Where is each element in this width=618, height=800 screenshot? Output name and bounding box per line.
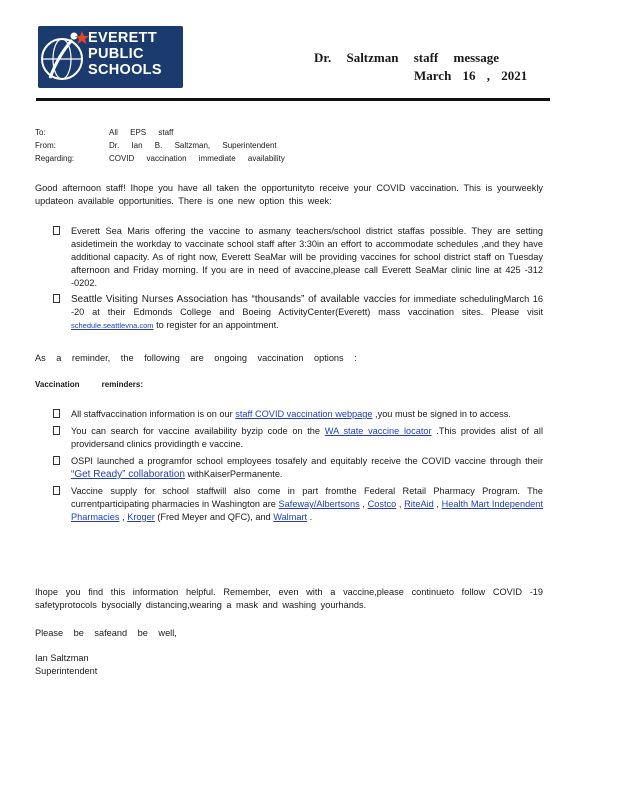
staff-webpage-tail: ,you must be signed in to access. (372, 409, 511, 419)
bullet-icon (53, 226, 60, 235)
get-ready-collaboration-link[interactable]: “Get Ready” collaboration (71, 469, 185, 480)
logo-line-schools: SCHOOLS (88, 62, 162, 78)
reminders-list (53, 408, 543, 524)
safeway-albertsons-link[interactable]: Safeway/Albertsons (278, 499, 360, 509)
bullet-icon (53, 294, 60, 303)
memo-to-value: All EPS staff (109, 128, 174, 137)
wa-vaccine-locator-link[interactable]: WA state vaccine locator (324, 426, 432, 436)
signature-title: Superintendent (35, 666, 98, 676)
separator: , (433, 499, 442, 509)
seamar-text: Everett Sea Maris offering the vaccine to asmany teachers/school district staffas possible. They are setting asidetimein the workday to vaccinate school staff after 3:30in an effort to accommodate schedules ,and they have additional capacity. As of right now, Everett SeaMar will be providing vaccines for school district staff on Tuesday afternoon and Friday morning. If you are in need of avaccine,please call Everett SeaMar clinic line at 425 -312 -0202. (71, 226, 543, 288)
health-mart-link[interactable]: Health Mart Independent Pharmacies (71, 499, 543, 522)
bullet-icon (53, 409, 60, 418)
staff-webpage-text: All staffvaccination information is on our (71, 409, 236, 419)
separator: , (359, 499, 368, 509)
signature-name: Ian Saltzman (35, 653, 89, 663)
list-item-seattle-vna (53, 293, 543, 332)
intro-paragraph: Good afternoon staff! Ihope you have all taken the opportunityto receive your COVID vaccination. This is yourweekly updateon available opportunities. There is one new option this week: (35, 183, 543, 206)
bullet-icon (53, 426, 60, 435)
document-date: March 16 , 2021 (414, 68, 528, 83)
list-item-ospi-program (53, 455, 543, 481)
riteaid-link[interactable]: RiteAid (404, 499, 434, 509)
vaccine-locator-text: You can search for vaccine availability byzip code on the (71, 426, 325, 436)
logo-line-everett: EVERETT (88, 30, 157, 46)
memo-regarding-label: Regarding: (35, 154, 75, 163)
new-options-list (53, 225, 543, 332)
list-item-staff-webpage (53, 408, 543, 421)
closing-paragraph: Ihope you find this information helpful. Remember, even with a vaccine,please continueto follow COVID -19 safetyprotocols bysocially distancing,wearing a mask and washing yourhands. (35, 587, 543, 610)
memo-regarding-value: COVID vaccination immediate availability (109, 154, 285, 163)
list-item-vaccine-locator (53, 425, 543, 451)
pharmacy-mid-text: (Fred Meyer and QFC), and (154, 512, 274, 522)
vaccination-reminders-heading: Vaccination reminders: (35, 380, 144, 389)
logo-line-public: PUBLIC (88, 46, 144, 62)
separator: , (396, 499, 405, 509)
vaccine-locator-tail: .This provides alist of all providersand clinics providingth e vaccine. (71, 426, 543, 449)
seattle-vna-text: es for immediate schedulingMarch 16 -20 at their Edmonds College and Boeing ActivityCenter(Everett) mass vaccination sites. Please visit (71, 294, 543, 317)
costco-link[interactable]: Costco (367, 499, 397, 509)
list-item-seamar (53, 225, 543, 290)
seattle-vna-heading: Seattle Visiting Nurses Association has “thousands” of available vacci (71, 294, 387, 305)
list-item-pharmacy-program (53, 485, 543, 524)
memo-from-value: Dr. Ian B. Saltzman, Superintendent (109, 141, 277, 150)
seattle-vna-link[interactable]: schedule.seattlevna.com (71, 321, 154, 330)
ospi-program-tail: withKaiserPermanente. (184, 469, 283, 479)
pharmacy-program-text: Vaccine supply for school staffwill also come in part fromthe Federal Retail Pharmacy Program. The currentparticipating pharmacies in Washington are (71, 486, 543, 509)
seattle-vna-tail: to register for an appointment. (153, 320, 279, 330)
reminder-paragraph: As a reminder, the following are ongoing vaccination options : (35, 353, 357, 363)
separator: , (119, 512, 128, 522)
ospi-program-text: OSPI launched a programfor school employees tosafely and equitably receive the COVID vaccine through their (71, 456, 543, 466)
memo-from-label: From: (35, 141, 56, 150)
bullet-icon (53, 486, 60, 495)
document-title: Dr. Saltzman staff message (314, 50, 499, 65)
farewell-line: Please be safeand be well, (35, 628, 177, 638)
kroger-link[interactable]: Kroger (127, 512, 155, 522)
pharmacy-end-text: . (307, 512, 313, 522)
memo-to-label: To: (35, 128, 46, 137)
header-divider (36, 98, 550, 101)
bullet-icon (53, 456, 60, 465)
everett-public-schools-logo (38, 26, 183, 88)
staff-covid-webpage-link[interactable]: staff COVID vaccination webpage (235, 409, 373, 419)
walmart-link[interactable]: Walmart (273, 512, 308, 522)
